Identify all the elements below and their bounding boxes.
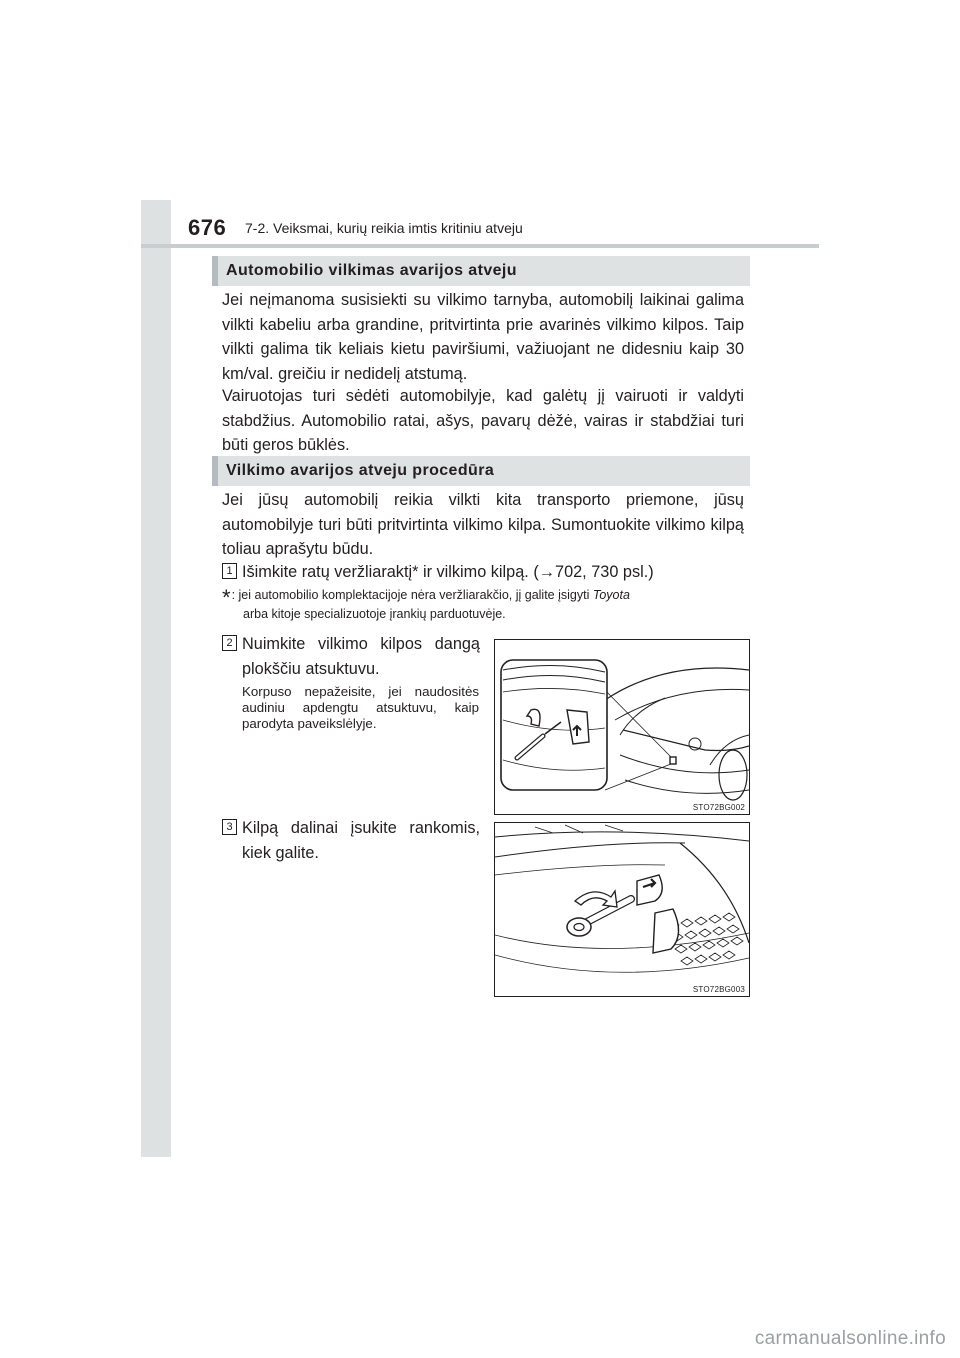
page-number: 676 (188, 215, 227, 240)
step-number-2: 2 (222, 635, 237, 651)
step-number-3: 3 (222, 819, 237, 835)
footnote-marker: * (222, 585, 231, 610)
step-3-text: Kilpą dalinai įsukite rankomis, kiek galite. (242, 819, 480, 862)
step-number-1: 1 (222, 563, 237, 579)
footnote (222, 587, 752, 623)
paragraph-procedure-intro: Jei jūsų automobilį reikia vilkti kita transporto priemone, jūsų automobilyje turi būti pritvirtinta vilkimo kilpa. Sumontuokite vilkimo kilpą toliau aprašytu būdu. (222, 491, 744, 558)
step-2-note: Korpuso nepažeisite, jei naudositės audiniu apdengtu atsuktuvu, kaip parodyta paveikslėlyje. (242, 684, 479, 731)
section-heading-towing-procedure: Vilkimo avarijos atveju procedūra (212, 456, 750, 486)
chapter-title: 7-2. Veiksmai, kurių reikia imtis kritiniu atveju (245, 220, 523, 236)
step-2-text: Nuimkite vilkimo kilpos dangą plokščiu atsuktuvu. (242, 635, 480, 678)
paragraph-driver-requirements: Vairuotojas turi sėdėti automobilyje, kad galėtų jį vairuoti ir valdyti stabdžius. Automobilio ratai, ašys, pavarų dėžė, vairas ir stabdžiai turi būti geros būklės. (222, 387, 744, 454)
footnote-text: : jei automobilio komplektacijoje nėra veržliarakčio, jį galite įsigyti (231, 588, 593, 602)
figure-remove-cover (494, 639, 750, 815)
car-front-cover-illustration (495, 640, 749, 814)
footnote-text-continued: arba kitoje specializuotoje įrankių parduotuvėje. (243, 607, 506, 621)
figure-install-loop (494, 822, 750, 997)
figure-code: STO72BG002 (692, 803, 745, 812)
header-rule (141, 244, 819, 248)
step-1-text: Išimkite ratų veržliaraktį* ir vilkimo kilpą. (→702, 730 psl.) (242, 563, 654, 581)
watermark: carmanualsonline.info (754, 1328, 946, 1349)
side-tab-bar (141, 200, 171, 1157)
footnote-brand: Toyota (592, 588, 630, 602)
towing-loop-installation-illustration (495, 823, 749, 996)
paragraph-towing-intro: Jei neįmanoma susisiekti su vilkimo tarnyba, automobilį laikinai galima vilkti kabeliu arba grandine, pritvirtinta prie avarinės vilkimo kilpos. Taip vilkti galima tik keliais kietu paviršiumi, važiuojant ne didesniu kaip 30 km/val. greičiu ir nedidelį atstumą. (222, 291, 744, 383)
figure-code: STO72BG003 (692, 985, 745, 994)
section-heading-emergency-towing: Automobilio vilkimas avarijos atveju (212, 256, 750, 286)
